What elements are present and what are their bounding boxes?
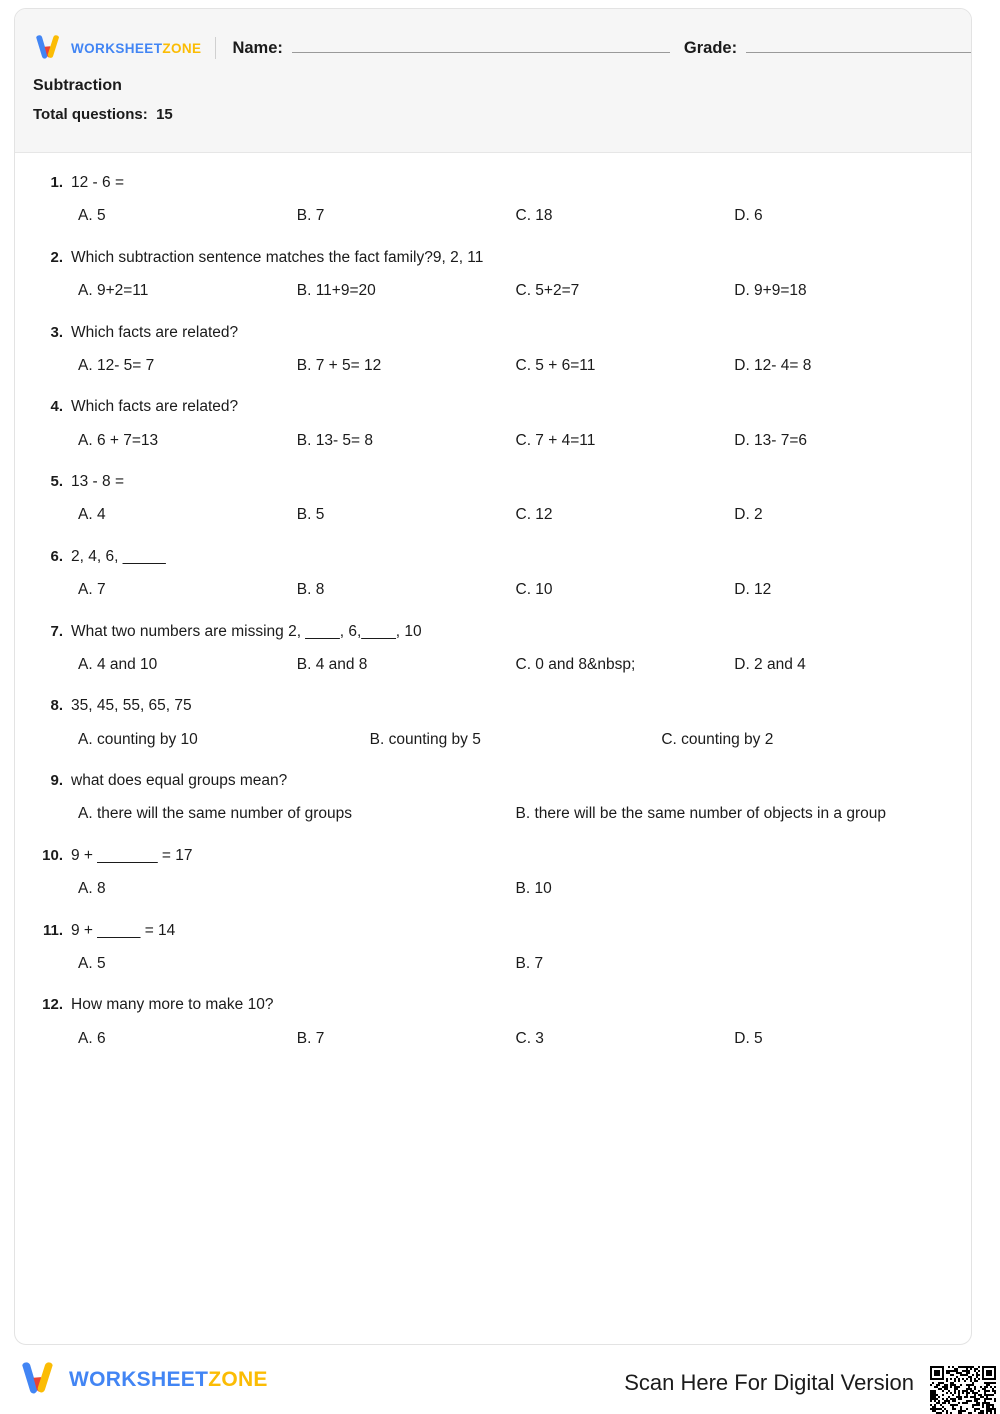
answer-option[interactable]: D. 2 and 4 <box>734 655 806 673</box>
answer-option[interactable]: C. 5+2=7 <box>515 282 580 300</box>
answer-option[interactable]: D. 9+9=18 <box>734 282 807 300</box>
answer-option[interactable]: B. 10 <box>515 880 552 898</box>
answer-option[interactable]: C. counting by 2 <box>661 730 774 748</box>
footer-brand-logo <box>18 1362 268 1398</box>
answer-options <box>33 431 953 450</box>
question-text: Which facts are related? <box>71 323 239 341</box>
answer-option[interactable]: A. 5 <box>78 954 106 972</box>
question-number: 9. <box>50 772 63 789</box>
answer-options <box>33 281 953 300</box>
header-divider <box>215 37 216 59</box>
answer-option[interactable]: A. 4 <box>78 506 106 524</box>
question-text: 2, 4, 6, _____ <box>71 547 166 565</box>
question-number: 10. <box>42 846 63 864</box>
question-item <box>33 397 953 450</box>
answer-option[interactable]: A. there will the same number of groups <box>78 805 352 823</box>
question-item <box>33 323 953 376</box>
worksheet-zone-w-icon-footer <box>18 1362 58 1398</box>
question-number: 6. <box>50 547 63 565</box>
answer-option[interactable]: B. 7 <box>296 1029 325 1047</box>
question-number: 3. <box>50 323 63 341</box>
answer-option[interactable]: D. 12- 4= 8 <box>734 356 812 374</box>
answer-option[interactable]: C. 12 <box>515 506 553 524</box>
grade-field-label: Grade: <box>683 38 738 57</box>
question-text: Which subtraction sentence matches the fact family?9, 2, 11 <box>71 248 484 266</box>
question-header <box>33 397 953 416</box>
question-item <box>33 248 953 301</box>
answer-option[interactable]: D. 2 <box>734 506 763 524</box>
total-questions-value: 15 <box>156 105 173 123</box>
question-number: 12. <box>42 996 63 1014</box>
question-header <box>33 622 953 641</box>
grade-field-input-line[interactable] <box>746 39 972 53</box>
question-header <box>33 696 953 715</box>
name-field-input-line[interactable] <box>292 39 670 53</box>
answer-option[interactable]: B. there will be the same number of objects in a group <box>515 805 886 823</box>
footer-brand-wordmark-zone: ZONE <box>208 1368 268 1391</box>
question-text: Which facts are related? <box>71 398 239 416</box>
answer-options <box>33 655 953 674</box>
answer-options <box>33 1029 953 1048</box>
answer-options <box>33 356 953 375</box>
question-header <box>33 323 953 342</box>
answer-option[interactable]: C. 3 <box>515 1029 544 1047</box>
answer-option[interactable]: A. 8 <box>78 880 106 898</box>
question-item <box>33 771 953 824</box>
answer-options <box>33 879 953 898</box>
brand-wordmark-worksheet: WORKSHEET <box>71 40 163 56</box>
answer-option[interactable]: B. 5 <box>296 506 325 524</box>
question-text: 13 - 8 = <box>71 473 124 490</box>
question-item <box>33 472 953 525</box>
question-item <box>33 173 953 226</box>
footer-brand-wordmark-worksheet: WORKSHEET <box>69 1368 209 1391</box>
answer-option[interactable]: B. 7 <box>515 954 544 972</box>
question-header <box>33 921 953 940</box>
worksheet-zone-w-icon <box>33 35 63 62</box>
question-text: what does equal groups mean? <box>71 772 288 789</box>
total-questions-row <box>33 107 173 124</box>
question-item <box>33 921 953 974</box>
answer-option[interactable]: D. 5 <box>734 1029 763 1047</box>
answer-option[interactable]: B. 4 and 8 <box>296 655 368 673</box>
answer-option[interactable]: C. 0 and 8&nbsp; <box>515 655 636 673</box>
total-questions-label: Total questions: <box>33 105 148 123</box>
answer-option[interactable]: A. 6 + 7=13 <box>78 431 159 449</box>
question-header <box>33 771 953 790</box>
brand-wordmark <box>71 41 201 56</box>
question-text: 12 - 6 = <box>71 174 124 191</box>
question-item <box>33 696 953 749</box>
answer-option[interactable]: A. 7 <box>78 581 106 599</box>
question-text: What two numbers are missing 2, ____, 6,____, 10 <box>71 622 422 640</box>
answer-option[interactable]: A. 4 and 10 <box>78 655 158 673</box>
question-header <box>33 472 953 491</box>
answer-option[interactable]: D. 13- 7=6 <box>734 431 808 449</box>
question-number: 4. <box>50 398 63 416</box>
question-text: 35, 45, 55, 65, 75 <box>71 697 192 715</box>
worksheet-header <box>15 9 971 153</box>
answer-option[interactable]: A. 9+2=11 <box>78 282 149 300</box>
question-number: 5. <box>50 473 63 490</box>
answer-option[interactable]: B. 8 <box>296 581 325 599</box>
answer-options <box>33 804 953 823</box>
answer-option[interactable]: A. 5 <box>78 207 106 225</box>
scan-here-text: Scan Here For Digital Version <box>624 1370 914 1395</box>
answer-options <box>33 206 953 225</box>
questions-list <box>15 153 971 1048</box>
question-text: 9 + _____ = 14 <box>71 921 176 939</box>
answer-options <box>33 505 953 524</box>
question-header <box>33 846 953 865</box>
answer-option[interactable]: B. 7 + 5= 12 <box>296 356 382 374</box>
page-footer <box>0 1356 1000 1414</box>
answer-options <box>33 730 953 749</box>
question-item <box>33 547 953 600</box>
grade-field[interactable] <box>684 39 972 58</box>
question-number: 1. <box>50 174 63 191</box>
answer-option[interactable]: B. counting by 5 <box>369 730 481 748</box>
worksheet-title: Subtraction <box>33 77 122 94</box>
answer-option[interactable]: B. 11+9=20 <box>296 282 376 300</box>
worksheet-title-block <box>33 77 173 123</box>
answer-option[interactable]: D. 6 <box>734 207 763 225</box>
question-header <box>33 248 953 267</box>
question-item <box>33 995 953 1048</box>
answer-option[interactable]: C. 10 <box>515 581 553 599</box>
name-field[interactable] <box>232 39 669 58</box>
question-text: How many more to make 10? <box>71 996 274 1014</box>
answer-option[interactable]: C. 7 + 4=11 <box>515 431 596 449</box>
header-identity-row <box>33 31 953 65</box>
question-number: 2. <box>50 248 63 266</box>
answer-option[interactable]: C. 5 + 6=11 <box>515 356 596 374</box>
answer-option[interactable]: C. 18 <box>515 207 553 225</box>
answer-options <box>33 580 953 599</box>
brand-wordmark-zone: ZONE <box>162 40 202 56</box>
answer-option[interactable]: B. 13- 5= 8 <box>296 431 374 449</box>
question-header <box>33 547 953 566</box>
question-number: 8. <box>50 697 63 715</box>
worksheet-card <box>14 8 972 1345</box>
answer-option[interactable]: B. 7 <box>296 207 325 225</box>
question-text: 9 + _______ = 17 <box>71 846 193 864</box>
answer-option[interactable]: A. counting by 10 <box>78 730 198 748</box>
brand-logo <box>33 35 201 62</box>
name-field-label: Name: <box>232 38 283 57</box>
answer-options <box>33 954 953 973</box>
qr-code[interactable] <box>930 1366 996 1414</box>
answer-option[interactable]: D. 12 <box>734 581 772 599</box>
question-item <box>33 622 953 675</box>
question-number: 7. <box>50 622 63 640</box>
answer-option[interactable]: A. 6 <box>78 1029 106 1047</box>
footer-brand-wordmark <box>69 1368 268 1392</box>
answer-option[interactable]: A. 12- 5= 7 <box>78 356 155 374</box>
question-header <box>33 995 953 1014</box>
question-header <box>33 173 953 192</box>
question-item <box>33 846 953 899</box>
question-number: 11. <box>42 921 63 939</box>
